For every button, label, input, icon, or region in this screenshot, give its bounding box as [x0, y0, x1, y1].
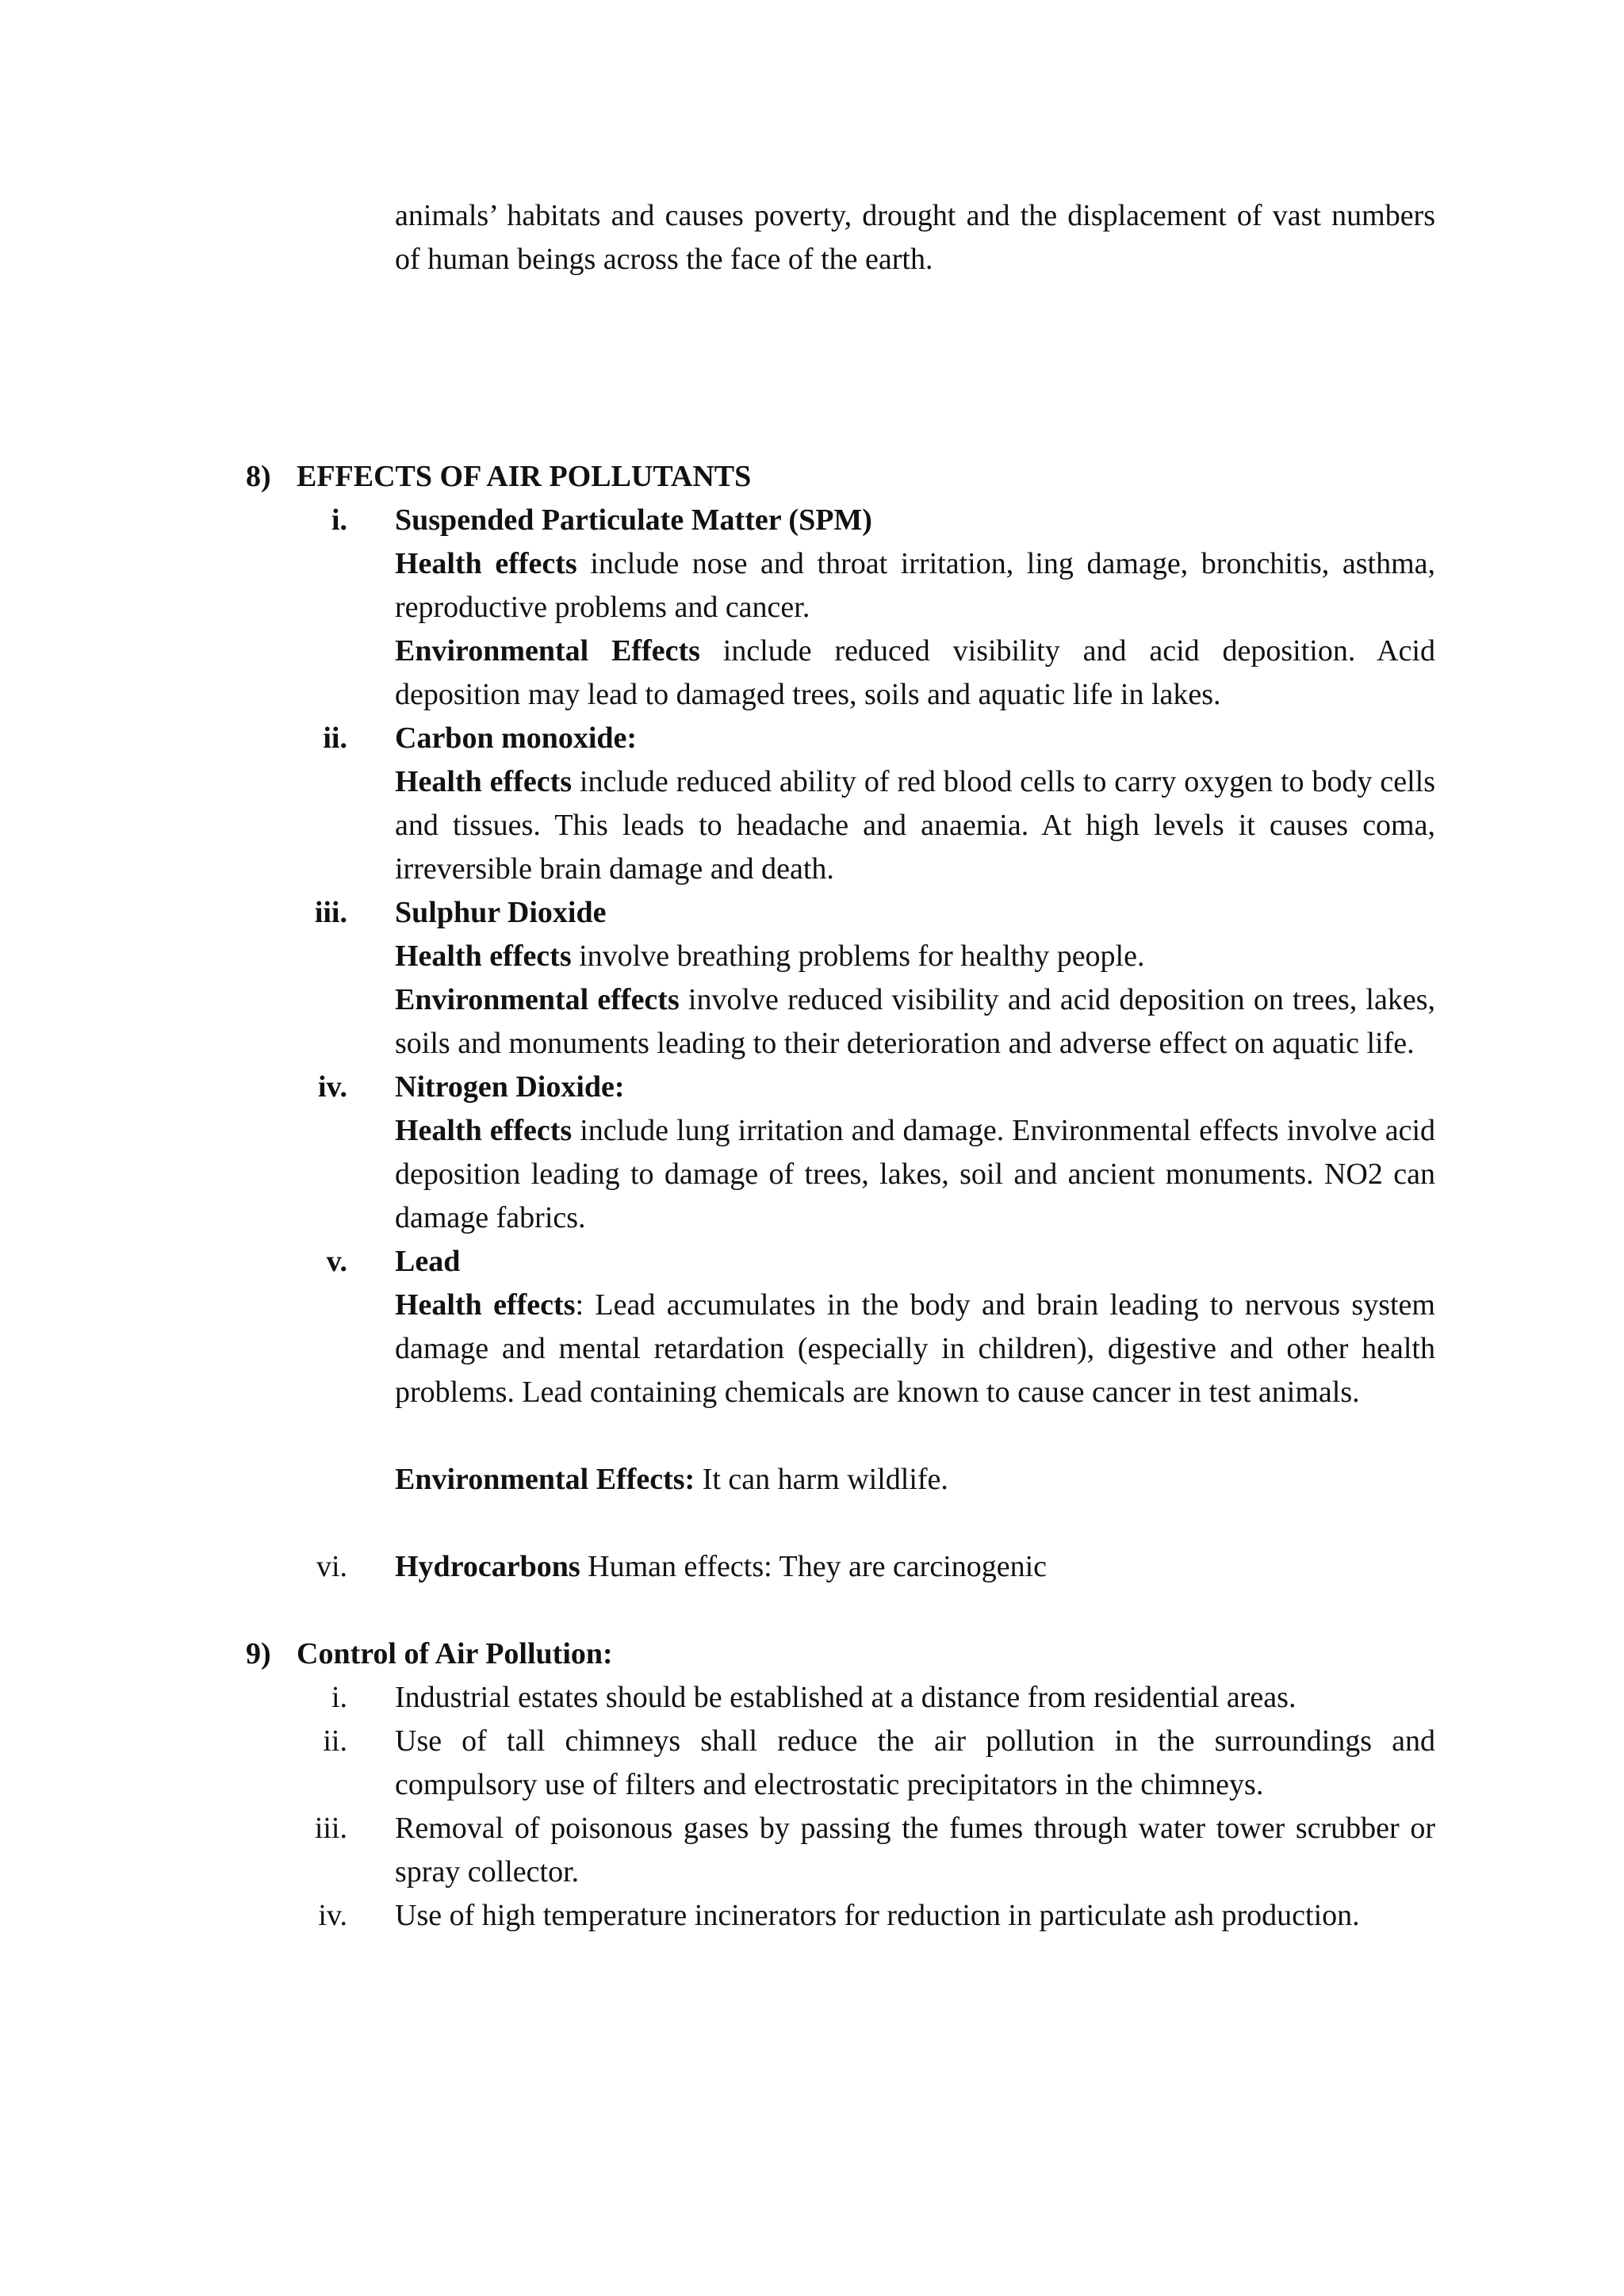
- spacer: [246, 1589, 1435, 1632]
- health-effects-text: include nose and throat irritation, ling damage, bronchitis, asthma, reproductive problems and cancer.: [395, 547, 1436, 624]
- health-effects-paragraph: [395, 1284, 1435, 1414]
- section-9-title: Control of Air Pollution:: [297, 1637, 613, 1670]
- spacer: [395, 1414, 1435, 1458]
- item-title: Hydrocarbons: [395, 1550, 580, 1583]
- item-title: Suspended Particulate Matter (SPM): [395, 503, 872, 537]
- list-numeral: iii.: [314, 1812, 347, 1845]
- list-numeral: i.: [331, 1681, 347, 1714]
- item-text: Human effects: They are carcinogenic: [580, 1550, 1048, 1583]
- environmental-effects-label: Environmental Effects: [395, 634, 700, 668]
- environmental-effects-text: involve reduced visibility and acid deposition on trees, lakes, soils and monuments leading to their deterioration and adverse effect on aquatic life.: [395, 983, 1435, 1060]
- environmental-effects-label: Environmental Effects:: [395, 1463, 695, 1496]
- list-item: [246, 1807, 1435, 1894]
- list-item: [246, 1720, 1435, 1807]
- list-item: [246, 1676, 1435, 1720]
- list-item-carbon-monoxide: [246, 717, 1435, 891]
- list-numeral: iv.: [318, 1070, 347, 1104]
- health-effects-text: : Lead accumulates in the body and brain leading to nervous system damage and mental retardation (especially in children), digestive and other health problems. Lead containing chemicals are known to cause cancer in test animals.: [395, 1288, 1435, 1409]
- item-text: Industrial estates should be established at a distance from residential areas.: [395, 1681, 1297, 1714]
- list-numeral: v.: [326, 1245, 347, 1278]
- item-title: Sulphur Dioxide: [395, 896, 607, 929]
- health-effects-paragraph: [395, 935, 1435, 978]
- environmental-effects-text: include reduced visibility and acid deposition. Acid deposition may lead to damaged trees, soils and aquatic life in lakes.: [395, 634, 1435, 711]
- section-8-number: 8): [246, 460, 271, 493]
- health-effects-label: Health effects: [395, 765, 573, 798]
- list-numeral: ii.: [323, 721, 347, 755]
- health-effects-text: include lung irritation and damage. Environmental effects involve acid deposition leading to damage of trees, lakes, soil and ancient monuments. NO2 can damage fabrics.: [395, 1114, 1435, 1234]
- list-numeral: iii.: [314, 896, 347, 929]
- content-column: [246, 455, 1435, 1938]
- health-effects-label: Health effects: [395, 1114, 573, 1147]
- list-item-lead: [246, 1240, 1435, 1502]
- list-numeral: i.: [331, 503, 347, 537]
- environmental-effects-label: Environmental effects: [395, 983, 680, 1016]
- hydrocarbons-paragraph: [395, 1545, 1435, 1589]
- item-title: Carbon monoxide:: [395, 721, 638, 755]
- environmental-effects-paragraph: [395, 978, 1435, 1066]
- list-item-sulphur-dioxide: [246, 891, 1435, 1066]
- section-9-heading: [246, 1632, 1435, 1676]
- section-8-heading: [246, 455, 1435, 499]
- item-text: Removal of poisonous gases by passing the fumes through water tower scrubber or spray collector.: [395, 1812, 1435, 1888]
- environmental-effects-paragraph: [395, 1458, 1435, 1502]
- item-text: Use of high temperature incinerators for reduction in particulate ash production.: [395, 1899, 1360, 1932]
- environmental-effects-text: It can harm wildlife.: [695, 1463, 948, 1496]
- item-title: Lead: [395, 1245, 461, 1278]
- list-numeral: iv.: [318, 1899, 347, 1932]
- section-9-number: 9): [246, 1637, 271, 1670]
- health-effects-label: Health effects: [395, 939, 572, 973]
- item-title: Nitrogen Dioxide:: [395, 1070, 625, 1104]
- intro-paragraph: animals’ habitats and causes poverty, drought and the displacement of vast numbers of human beings across the face of the earth.: [395, 199, 1435, 276]
- health-effects-text: include reduced ability of red blood cells to carry oxygen to body cells and tissues. This leads to headache and anaemia. At high levels it causes coma, irreversible brain damage and death.: [395, 765, 1435, 886]
- spacer: [246, 1502, 1435, 1545]
- list-numeral: vi.: [316, 1550, 347, 1583]
- health-effects-text: involve breathing problems for healthy people.: [571, 939, 1145, 973]
- health-effects-label: Health effects: [395, 1288, 576, 1322]
- list-item-hydrocarbons: [246, 1545, 1435, 1589]
- list-item-spm: [246, 499, 1435, 717]
- health-effects-paragraph: [395, 1109, 1435, 1240]
- health-effects-paragraph: [395, 760, 1435, 891]
- item-text: Use of tall chimneys shall reduce the air pollution in the surroundings and compulsory use of filters and electrostatic precipitators in the chimneys.: [395, 1724, 1435, 1801]
- health-effects-paragraph: [395, 542, 1435, 629]
- environmental-effects-paragraph: [395, 629, 1435, 717]
- list-numeral: ii.: [323, 1724, 347, 1758]
- list-item-nitrogen-dioxide: [246, 1066, 1435, 1240]
- section-8-title: EFFECTS OF AIR POLLUTANTS: [297, 460, 752, 493]
- health-effects-label: Health effects: [395, 547, 577, 580]
- list-item: [246, 1894, 1435, 1938]
